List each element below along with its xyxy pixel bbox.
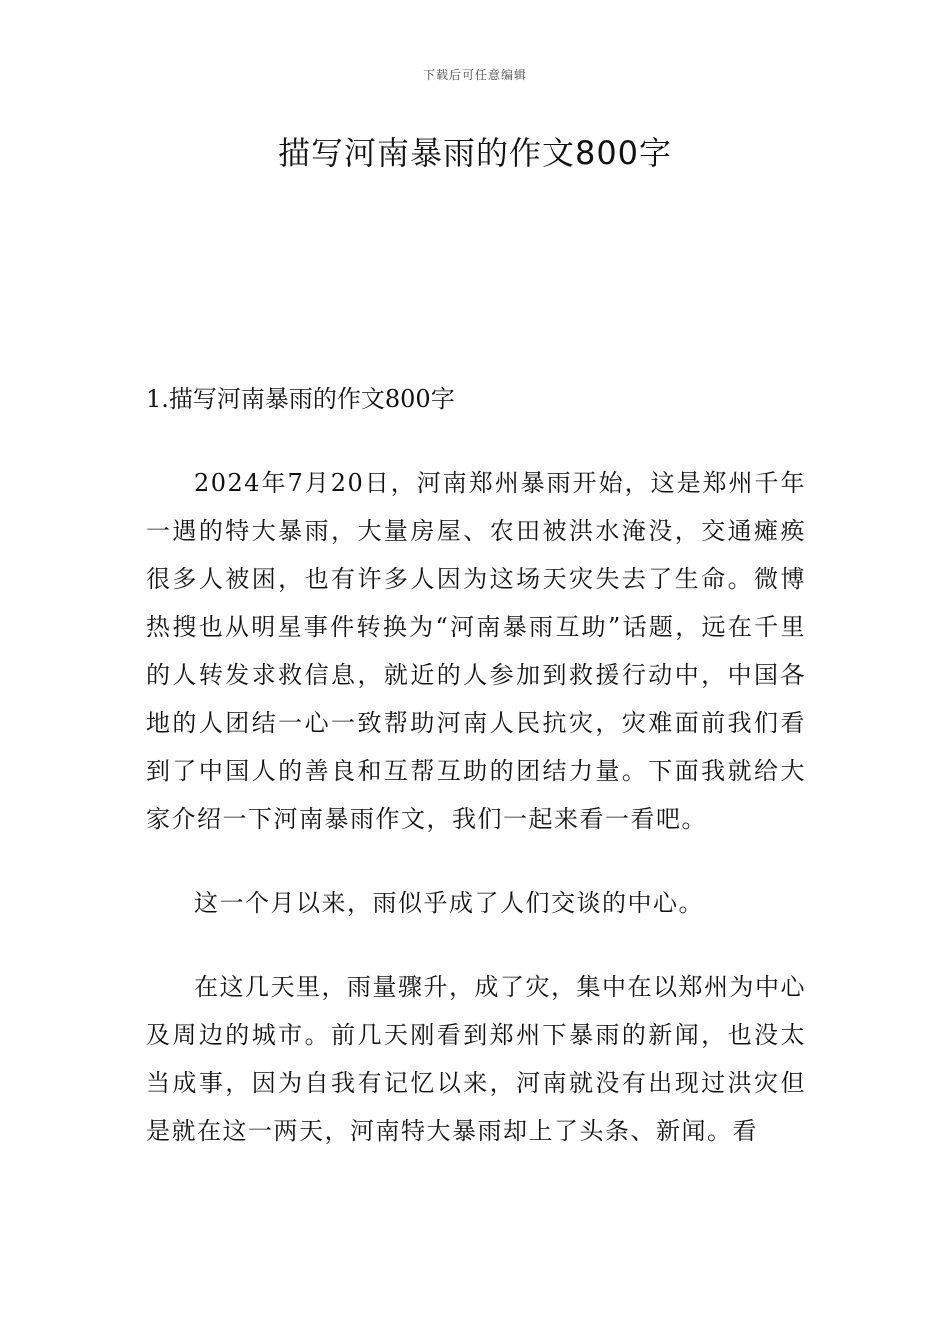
paragraph-3: 在这几天里，雨量骤升，成了灾，集中在以郑州为中心及周边的城市。前几天刚看到郑州下暴雨的新闻，也没太当成事，因为自我有记忆以来，河南就没有出现过洪灾但是就在这一两天，河南特大暴雨却上了头条、新闻。看 [146, 973, 806, 1145]
document-title: 描写河南暴雨的作文800字 [277, 134, 673, 172]
header-note: 下载后可任意编辑 [422, 68, 527, 82]
paragraph-2: 这一个月以来，雨似乎成了人们交谈的中心。 [194, 889, 704, 917]
paragraph-1: 2024年7月20日，河南郑州暴雨开始，这是郑州千年一遇的特大暴雨，大量房屋、农田被洪水淹没，交通瘫痪很多人被困，也有许多人因为这场天灾失去了生命。微博热搜也从明星事件转换为“河南暴雨互助”话题，远在千里的人转发求救信息，就近的人参加到救援行动中，中国各地的人团结一心一致帮助河南人民抗灾，灾难面前我们看到了中国人的善良和互帮互助的团结力量。下面我就给大家介绍一下河南暴雨作文，我们一起来看一看吧。 [146, 469, 806, 833]
document-body [146, 375, 806, 1191]
section-heading: 1.描写河南暴雨的作文800字 [146, 385, 455, 413]
